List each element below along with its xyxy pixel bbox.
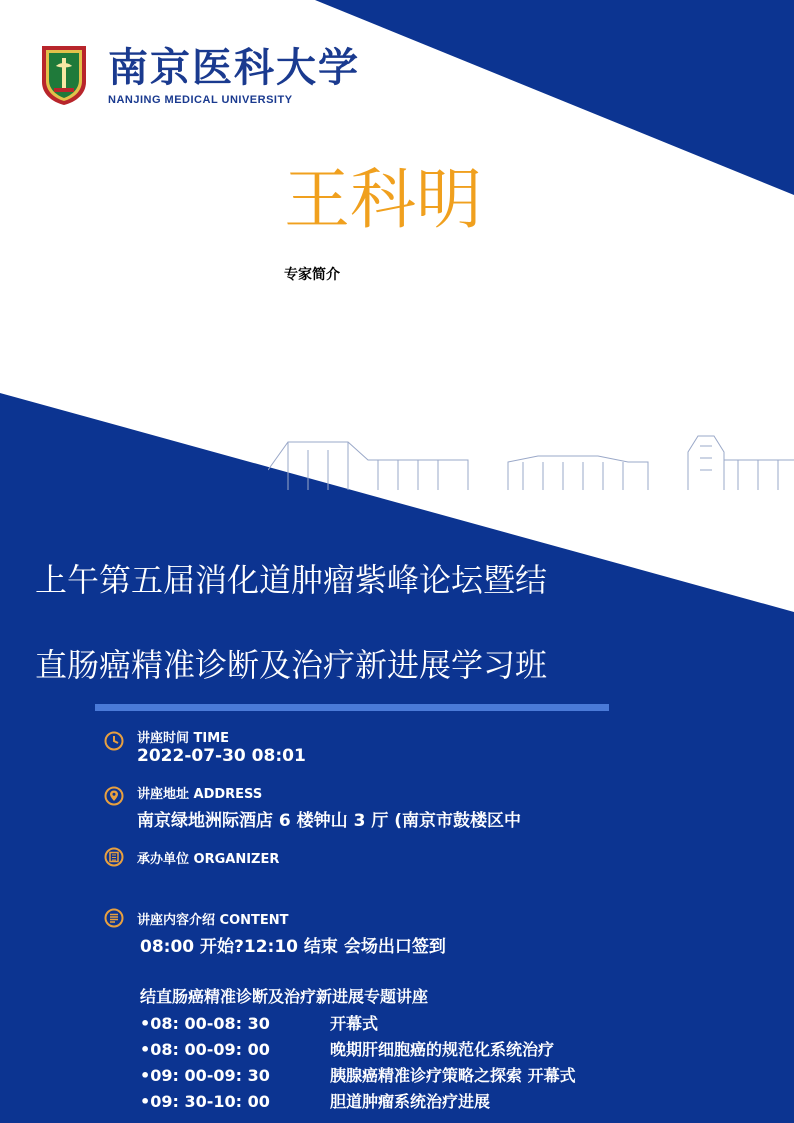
expert-intro-label: 专家简介 [284,267,340,283]
schedule-row [140,1089,576,1115]
address-label: 讲座地址 ADDRESS [137,787,263,802]
schedule-topic: 晚期肝细胞癌的规范化系统治疗 [330,1040,555,1059]
expert-name: 王科明 [284,161,482,238]
time-value: 2022-07-30 08:01 [137,746,306,766]
clock-icon [104,731,124,751]
schedule-title: 结直肠癌精准诊断及治疗新进展专题讲座 [140,987,429,1006]
schedule-row [140,1037,576,1063]
event-title-line1: 上午第五届消化道肿瘤紫峰论坛暨结 [35,561,548,599]
organizer-label: 承办单位 ORGANIZER [137,852,280,867]
list-icon [104,908,124,928]
schedule [140,985,576,1115]
schedule-time: •09: 30-10: 00 [140,1092,270,1111]
campus-buildings-illustration [268,430,794,490]
content-value: 08:00 开始?12:10 结束 会场出口签到 [140,937,446,957]
location-pin-icon [104,786,124,806]
schedule-topic: 开幕式 [330,1014,379,1033]
university-name-en: NANJING MEDICAL UNIVERSITY [108,94,293,106]
building-icon [104,847,124,867]
title-divider [95,704,609,711]
schedule-time: •08: 00-09: 00 [140,1040,270,1059]
schedule-time: •09: 00-09: 30 [140,1066,270,1085]
university-logo [40,44,360,106]
schedule-row [140,1011,576,1037]
schedule-topic: 胆道肿瘤系统治疗进展 [330,1092,491,1111]
event-title-line2: 直肠癌精准诊断及治疗新进展学习班 [35,646,548,684]
schedule-topic: 胰腺癌精准诊疗策略之探索 开幕式 [330,1066,576,1085]
university-shield-emblem-icon [40,44,88,106]
content-label: 讲座内容介绍 CONTENT [137,913,289,928]
address-value: 南京绿地洲际酒店 6 楼钟山 3 厅 (南京市鼓楼区中 [137,811,522,831]
schedule-row [140,1063,576,1089]
time-label: 讲座时间 TIME [137,731,230,746]
schedule-time: •08: 00-08: 30 [140,1014,270,1033]
university-name-cn: 南京医科大学 [108,44,360,91]
